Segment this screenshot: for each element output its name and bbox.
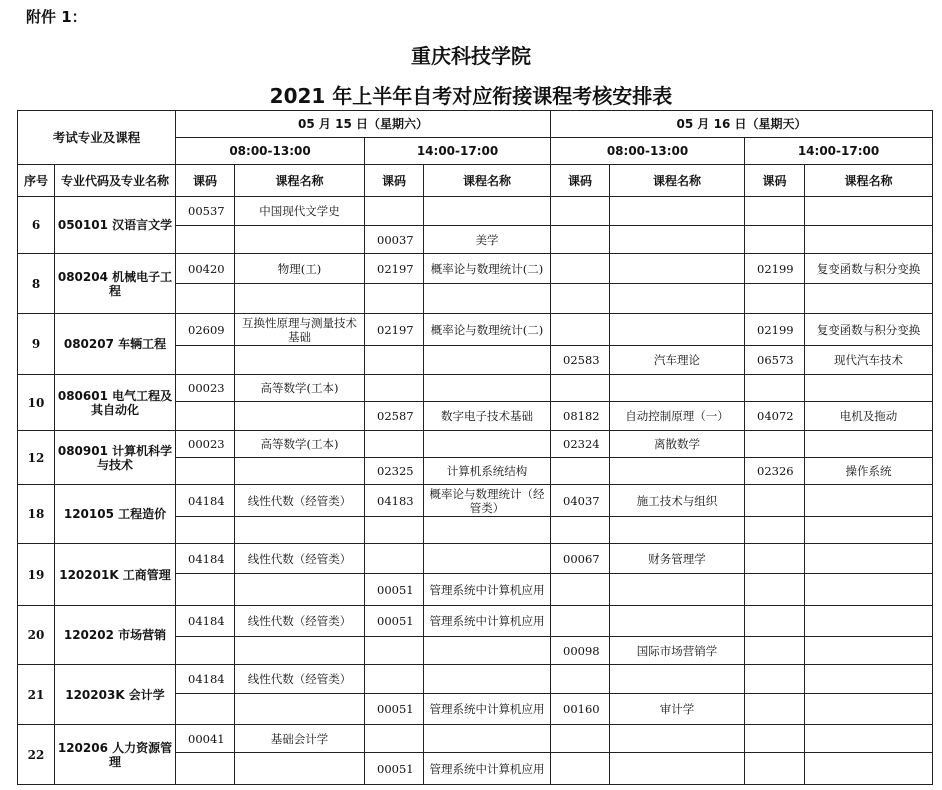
major-cell: 080601 电气工程及其自动化 <box>55 375 176 431</box>
course-code-cell <box>745 606 805 637</box>
course-name-cell <box>610 314 745 346</box>
course-name-cell: 美学 <box>424 226 551 254</box>
course-name-cell <box>610 517 745 544</box>
course-code-cell: 02197 <box>365 314 424 346</box>
course-name-cell: 管理系统中计算机应用 <box>424 574 551 606</box>
course-name-cell <box>610 458 745 485</box>
course-name-cell: 中国现代文学史 <box>235 197 365 226</box>
course-name-cell: 管理系统中计算机应用 <box>424 753 551 785</box>
course-name-cell <box>805 517 933 544</box>
major-cell: 050101 汉语言文学 <box>55 197 176 254</box>
course-code-cell <box>745 725 805 753</box>
course-code-cell <box>365 517 424 544</box>
course-name-cell: 离散数学 <box>610 431 745 458</box>
course-code-cell: 04183 <box>365 485 424 517</box>
major-cell: 120202 市场营销 <box>55 606 176 665</box>
course-name-cell <box>235 637 365 665</box>
course-code-cell: 02197 <box>365 254 424 284</box>
course-name-cell <box>424 375 551 402</box>
course-name-cell: 数字电子技术基础 <box>424 402 551 431</box>
course-name-cell: 线性代数（经管类） <box>235 606 365 637</box>
course-code-cell <box>365 346 424 375</box>
course-name-cell <box>235 284 365 314</box>
course-name-cell <box>235 402 365 431</box>
header-code: 课码 <box>551 165 610 197</box>
course-code-cell <box>365 375 424 402</box>
course-name-cell <box>424 346 551 375</box>
course-code-cell <box>551 725 610 753</box>
course-name-cell: 管理系统中计算机应用 <box>424 606 551 637</box>
course-code-cell <box>745 197 805 226</box>
course-code-cell <box>551 226 610 254</box>
course-name-cell: 计算机系统结构 <box>424 458 551 485</box>
header-day2-am: 08:00-13:00 <box>551 138 745 165</box>
course-code-cell: 02199 <box>745 254 805 284</box>
header-code: 课码 <box>745 165 805 197</box>
course-code-cell <box>551 375 610 402</box>
course-code-cell <box>176 517 235 544</box>
exam-schedule-table <box>17 110 933 785</box>
course-code-cell <box>176 458 235 485</box>
table-row <box>18 254 933 284</box>
header-code: 课码 <box>176 165 235 197</box>
course-code-cell: 00160 <box>551 694 610 725</box>
course-code-cell <box>551 254 610 284</box>
course-name-cell <box>424 637 551 665</box>
course-name-cell <box>235 458 365 485</box>
course-name-cell: 概率论与数理统计(二) <box>424 314 551 346</box>
course-name-cell: 管理系统中计算机应用 <box>424 694 551 725</box>
attachment-label: 附件 1： <box>26 8 87 26</box>
course-code-cell: 02583 <box>551 346 610 375</box>
course-name-cell <box>610 254 745 284</box>
table-row <box>18 375 933 402</box>
course-name-cell: 汽车理论 <box>610 346 745 375</box>
course-code-cell <box>176 753 235 785</box>
page-title: 重庆科技学院 <box>411 44 531 68</box>
course-code-cell: 00023 <box>176 431 235 458</box>
course-code-cell <box>551 284 610 314</box>
course-code-cell <box>365 544 424 574</box>
course-code-cell: 02325 <box>365 458 424 485</box>
course-name-cell: 现代汽车技术 <box>805 346 933 375</box>
course-name-cell: 概率论与数理统计(二) <box>424 254 551 284</box>
table-row <box>18 725 933 753</box>
course-name-cell: 复变函数与积分变换 <box>805 254 933 284</box>
major-cell: 080204 机械电子工程 <box>55 254 176 314</box>
course-code-cell: 00098 <box>551 637 610 665</box>
header-day1: 05 月 15 日（星期六） <box>176 111 551 138</box>
course-name-cell <box>610 725 745 753</box>
seq-cell: 12 <box>18 431 55 485</box>
course-name-cell <box>610 197 745 226</box>
course-name-cell <box>235 753 365 785</box>
course-name-cell <box>610 226 745 254</box>
course-name-cell <box>610 574 745 606</box>
course-name-cell: 国际市场营销学 <box>610 637 745 665</box>
header-course-name: 课程名称 <box>424 165 551 197</box>
course-code-cell <box>745 694 805 725</box>
course-code-cell <box>745 226 805 254</box>
course-code-cell <box>745 753 805 785</box>
course-name-cell <box>424 665 551 694</box>
course-code-cell: 02609 <box>176 314 235 346</box>
course-code-cell <box>745 544 805 574</box>
course-name-cell <box>610 284 745 314</box>
course-code-cell: 04184 <box>176 485 235 517</box>
course-code-cell <box>176 694 235 725</box>
course-code-cell <box>551 314 610 346</box>
major-cell: 080207 车辆工程 <box>55 314 176 375</box>
course-name-cell: 线性代数（经管类） <box>235 485 365 517</box>
course-code-cell: 02199 <box>745 314 805 346</box>
course-code-cell <box>176 402 235 431</box>
seq-cell: 18 <box>18 485 55 544</box>
course-code-cell <box>365 431 424 458</box>
course-code-cell: 04037 <box>551 485 610 517</box>
course-name-cell: 互换性原理与测量技术基础 <box>235 314 365 346</box>
major-cell: 120203K 会计学 <box>55 665 176 725</box>
course-name-cell <box>805 574 933 606</box>
course-name-cell <box>424 725 551 753</box>
course-code-cell <box>365 284 424 314</box>
course-code-cell: 00041 <box>176 725 235 753</box>
course-code-cell <box>551 665 610 694</box>
course-code-cell: 00037 <box>365 226 424 254</box>
course-name-cell: 施工技术与组织 <box>610 485 745 517</box>
table-row <box>18 665 933 694</box>
course-code-cell <box>551 753 610 785</box>
course-name-cell: 高等数学(工本) <box>235 431 365 458</box>
course-name-cell <box>235 694 365 725</box>
course-code-cell <box>745 574 805 606</box>
course-code-cell: 06573 <box>745 346 805 375</box>
course-name-cell <box>610 375 745 402</box>
course-name-cell <box>805 637 933 665</box>
course-name-cell <box>424 431 551 458</box>
course-name-cell <box>424 517 551 544</box>
course-code-cell <box>745 665 805 694</box>
course-code-cell: 00537 <box>176 197 235 226</box>
course-name-cell: 概率论与数理统计（经管类） <box>424 485 551 517</box>
course-code-cell <box>365 197 424 226</box>
course-name-cell: 复变函数与积分变换 <box>805 314 933 346</box>
course-name-cell: 基础会计学 <box>235 725 365 753</box>
course-code-cell: 02326 <box>745 458 805 485</box>
course-name-cell <box>805 431 933 458</box>
course-name-cell <box>805 226 933 254</box>
course-name-cell <box>805 284 933 314</box>
header-course-name: 课程名称 <box>805 165 933 197</box>
course-name-cell: 高等数学(工本) <box>235 375 365 402</box>
course-code-cell: 02587 <box>365 402 424 431</box>
page-subtitle: 2021 年上半年自考对应衔接课程考核安排表 <box>269 84 673 108</box>
header-course-name: 课程名称 <box>610 165 745 197</box>
header-major-course: 考试专业及课程 <box>18 111 176 165</box>
header-day2-pm: 14:00-17:00 <box>745 138 933 165</box>
major-cell: 120201K 工商管理 <box>55 544 176 606</box>
seq-cell: 6 <box>18 197 55 254</box>
course-name-cell <box>235 226 365 254</box>
header-seq: 序号 <box>18 165 55 197</box>
course-code-cell: 00051 <box>365 753 424 785</box>
course-name-cell: 物理(工) <box>235 254 365 284</box>
course-name-cell <box>424 197 551 226</box>
table-row <box>18 544 933 574</box>
course-code-cell <box>745 284 805 314</box>
course-name-cell <box>805 485 933 517</box>
course-name-cell <box>805 544 933 574</box>
course-code-cell <box>176 574 235 606</box>
course-code-cell <box>551 574 610 606</box>
course-code-cell <box>551 606 610 637</box>
course-code-cell: 04184 <box>176 544 235 574</box>
seq-cell: 9 <box>18 314 55 375</box>
major-cell: 120105 工程造价 <box>55 485 176 544</box>
course-code-cell: 00420 <box>176 254 235 284</box>
seq-cell: 19 <box>18 544 55 606</box>
course-name-cell: 审计学 <box>610 694 745 725</box>
course-name-cell: 线性代数（经管类） <box>235 544 365 574</box>
course-code-cell: 00051 <box>365 694 424 725</box>
course-name-cell <box>610 753 745 785</box>
header-day2: 05 月 16 日（星期天） <box>551 111 933 138</box>
course-name-cell <box>424 544 551 574</box>
course-code-cell <box>176 346 235 375</box>
course-name-cell <box>235 517 365 544</box>
course-name-cell <box>805 753 933 785</box>
course-code-cell <box>745 517 805 544</box>
course-code-cell <box>745 637 805 665</box>
course-code-cell <box>365 725 424 753</box>
course-code-cell <box>551 458 610 485</box>
header-code: 课码 <box>365 165 424 197</box>
table-row <box>18 314 933 346</box>
course-name-cell: 财务管理学 <box>610 544 745 574</box>
course-name-cell <box>235 574 365 606</box>
table-row <box>18 197 933 226</box>
course-code-cell: 04184 <box>176 665 235 694</box>
course-code-cell <box>176 284 235 314</box>
course-name-cell: 操作系统 <box>805 458 933 485</box>
course-code-cell: 00023 <box>176 375 235 402</box>
header-course-name: 课程名称 <box>235 165 365 197</box>
course-code-cell: 00067 <box>551 544 610 574</box>
header-day1-am: 08:00-13:00 <box>176 138 365 165</box>
course-name-cell <box>805 665 933 694</box>
seq-cell: 22 <box>18 725 55 785</box>
course-code-cell <box>365 637 424 665</box>
seq-cell: 20 <box>18 606 55 665</box>
major-cell: 080901 计算机科学与技术 <box>55 431 176 485</box>
course-name-cell <box>805 694 933 725</box>
course-code-cell: 08182 <box>551 402 610 431</box>
course-code-cell <box>551 197 610 226</box>
course-code-cell: 00051 <box>365 606 424 637</box>
course-name-cell <box>235 346 365 375</box>
seq-cell: 8 <box>18 254 55 314</box>
course-name-cell <box>424 284 551 314</box>
header-day1-pm: 14:00-17:00 <box>365 138 551 165</box>
course-name-cell <box>805 606 933 637</box>
seq-cell: 21 <box>18 665 55 725</box>
course-name-cell: 电机及拖动 <box>805 402 933 431</box>
course-code-cell: 04184 <box>176 606 235 637</box>
major-cell: 120206 人力资源管理 <box>55 725 176 785</box>
course-code-cell <box>365 665 424 694</box>
table-row <box>18 431 933 458</box>
course-code-cell: 02324 <box>551 431 610 458</box>
course-name-cell: 线性代数（经管类） <box>235 665 365 694</box>
course-code-cell <box>745 431 805 458</box>
course-code-cell <box>745 485 805 517</box>
course-name-cell: 自动控制原理（一） <box>610 402 745 431</box>
course-name-cell <box>610 665 745 694</box>
course-name-cell <box>805 197 933 226</box>
course-code-cell: 00051 <box>365 574 424 606</box>
course-code-cell: 04072 <box>745 402 805 431</box>
table-row <box>18 606 933 637</box>
table-row <box>18 485 933 517</box>
course-code-cell <box>176 226 235 254</box>
course-code-cell <box>176 637 235 665</box>
course-code-cell <box>551 517 610 544</box>
course-name-cell <box>805 375 933 402</box>
seq-cell: 10 <box>18 375 55 431</box>
header-major-code-name: 专业代码及专业名称 <box>55 165 176 197</box>
course-code-cell <box>745 375 805 402</box>
course-name-cell <box>610 606 745 637</box>
course-name-cell <box>805 725 933 753</box>
